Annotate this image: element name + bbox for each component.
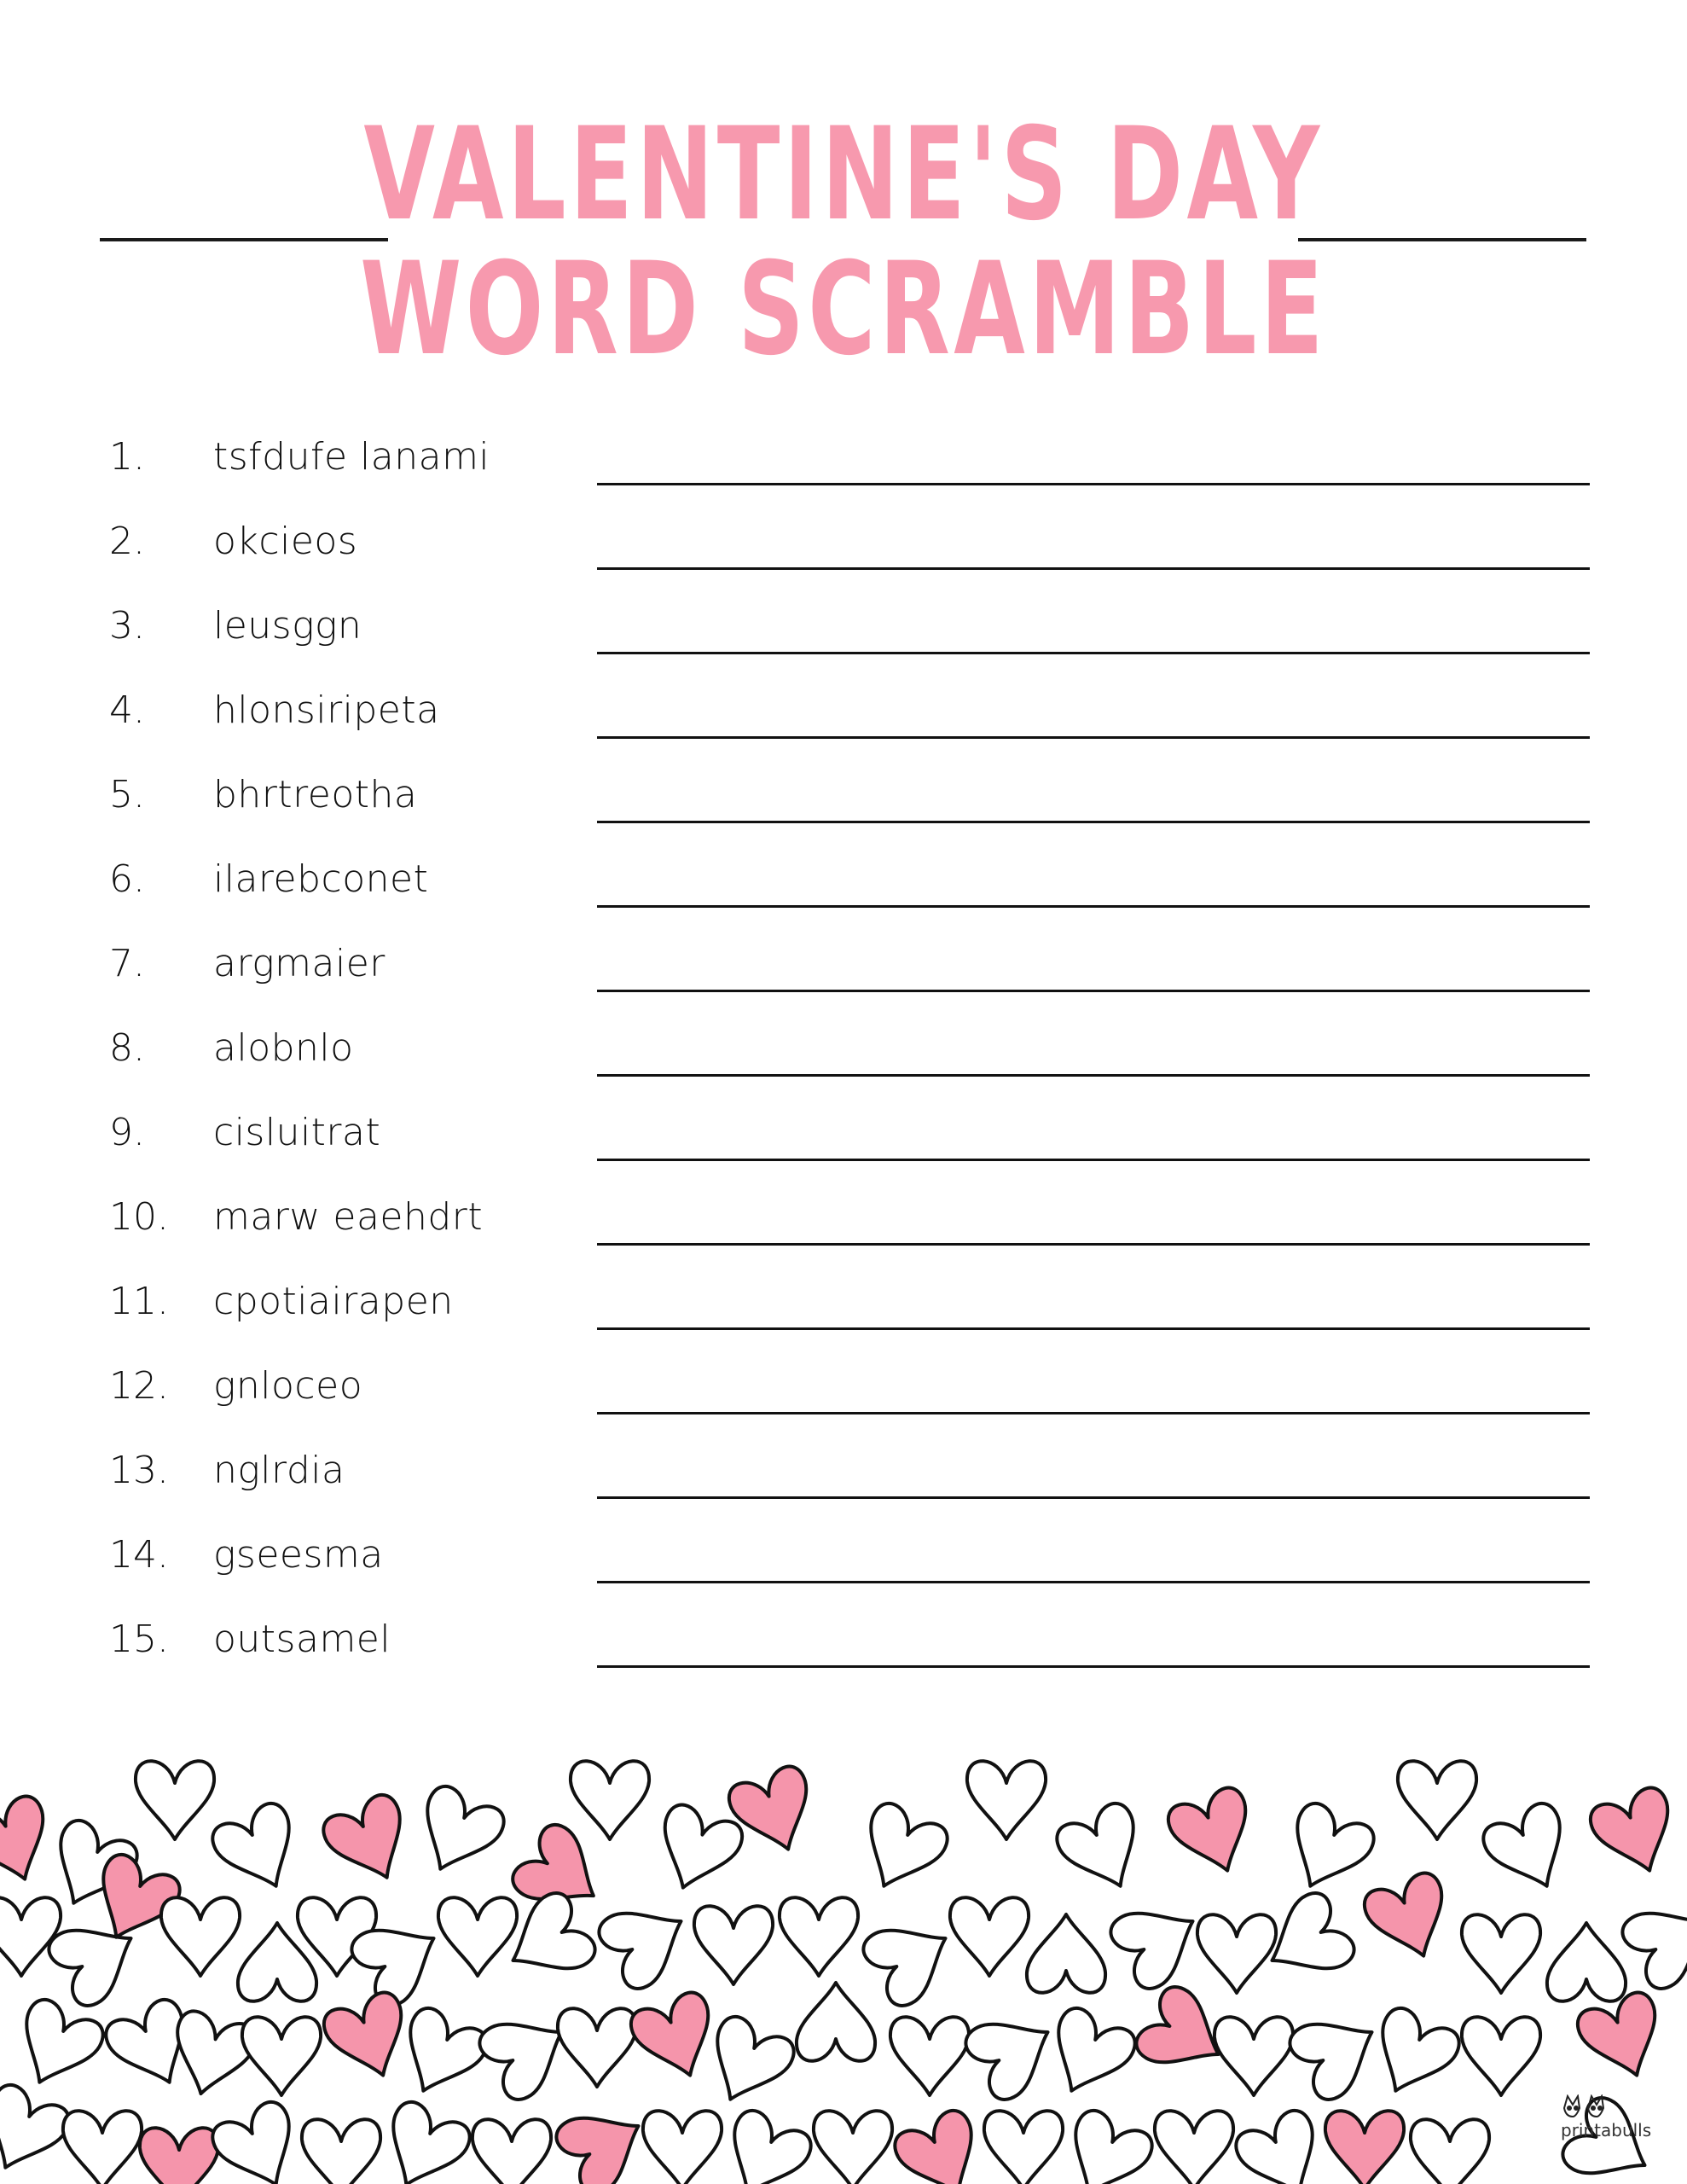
list-item	[0, 1525, 1687, 1609]
item-number: 5.	[109, 773, 145, 816]
scrambled-word: cisluitrat	[213, 1111, 381, 1154]
scrambled-word: alobnlo	[213, 1026, 354, 1070]
scrambled-word: gnloceo	[213, 1364, 363, 1408]
list-item	[0, 1187, 1687, 1271]
scrambled-word: gseesma	[213, 1533, 384, 1577]
list-item	[0, 933, 1687, 1018]
heart-pattern	[0, 1740, 1687, 2184]
scrambled-word: tsfdufe lanami	[213, 435, 490, 479]
list-item	[0, 1356, 1687, 1440]
list-item	[0, 849, 1687, 933]
answer-field[interactable]	[597, 1495, 1590, 1499]
item-number: 2.	[109, 520, 145, 563]
scrambled-word: leusggn	[213, 604, 362, 648]
item-number: 10.	[109, 1195, 169, 1239]
list-item	[0, 511, 1687, 595]
item-number: 9.	[109, 1111, 145, 1154]
item-number: 15.	[109, 1618, 169, 1661]
answer-field[interactable]	[597, 988, 1590, 992]
scrambled-word: outsamel	[213, 1618, 391, 1661]
answer-field[interactable]	[597, 1410, 1590, 1414]
item-number: 11.	[109, 1280, 169, 1323]
answer-field[interactable]	[597, 1326, 1590, 1330]
list-item	[0, 427, 1687, 511]
answer-field[interactable]	[597, 1072, 1590, 1077]
title-line-2: WORD SCRAMBLE	[360, 235, 1327, 384]
printabulls-logo	[1561, 2094, 1655, 2146]
list-item	[0, 680, 1687, 764]
answer-field[interactable]	[597, 1664, 1590, 1668]
answer-field[interactable]	[597, 1241, 1590, 1246]
list-item	[0, 1440, 1687, 1525]
scrambled-word: ilarebconet	[213, 857, 429, 901]
item-number: 1.	[109, 435, 145, 479]
item-number: 7.	[109, 942, 145, 985]
scrambled-word: hlonsiripeta	[213, 688, 440, 732]
item-number: 12.	[109, 1364, 169, 1408]
item-number: 13.	[109, 1449, 169, 1492]
answer-field[interactable]	[597, 566, 1590, 570]
answer-field[interactable]	[597, 735, 1590, 739]
bulldog-icon	[1561, 2094, 1620, 2122]
list-item	[0, 1271, 1687, 1356]
list-item	[0, 1102, 1687, 1187]
scrambled-word: marw eaehdrt	[213, 1195, 484, 1239]
answer-field[interactable]	[597, 819, 1590, 823]
title-line-1: VALENTINE'S DAY	[363, 101, 1324, 249]
list-item	[0, 764, 1687, 849]
list-item	[0, 1609, 1687, 1693]
page-title	[0, 101, 1687, 384]
item-number: 14.	[109, 1533, 169, 1577]
scrambled-word: okcieos	[213, 520, 358, 563]
list-item	[0, 595, 1687, 680]
item-number: 8.	[109, 1026, 145, 1070]
answer-field[interactable]	[597, 1157, 1590, 1161]
item-number: 3.	[109, 604, 145, 648]
logo-text: printabulls	[1561, 2120, 1652, 2140]
item-number: 4.	[109, 688, 145, 732]
answer-field[interactable]	[597, 1579, 1590, 1583]
scrambled-word: nglrdia	[213, 1449, 345, 1492]
answer-field[interactable]	[597, 481, 1590, 485]
scrambled-word: argmaier	[213, 942, 386, 985]
scrambled-word: bhrtreotha	[213, 773, 418, 816]
answer-field[interactable]	[597, 903, 1590, 908]
item-number: 6.	[109, 857, 145, 901]
answer-field[interactable]	[597, 650, 1590, 654]
list-item	[0, 1018, 1687, 1102]
scrambled-word: cpotiairapen	[213, 1280, 454, 1323]
